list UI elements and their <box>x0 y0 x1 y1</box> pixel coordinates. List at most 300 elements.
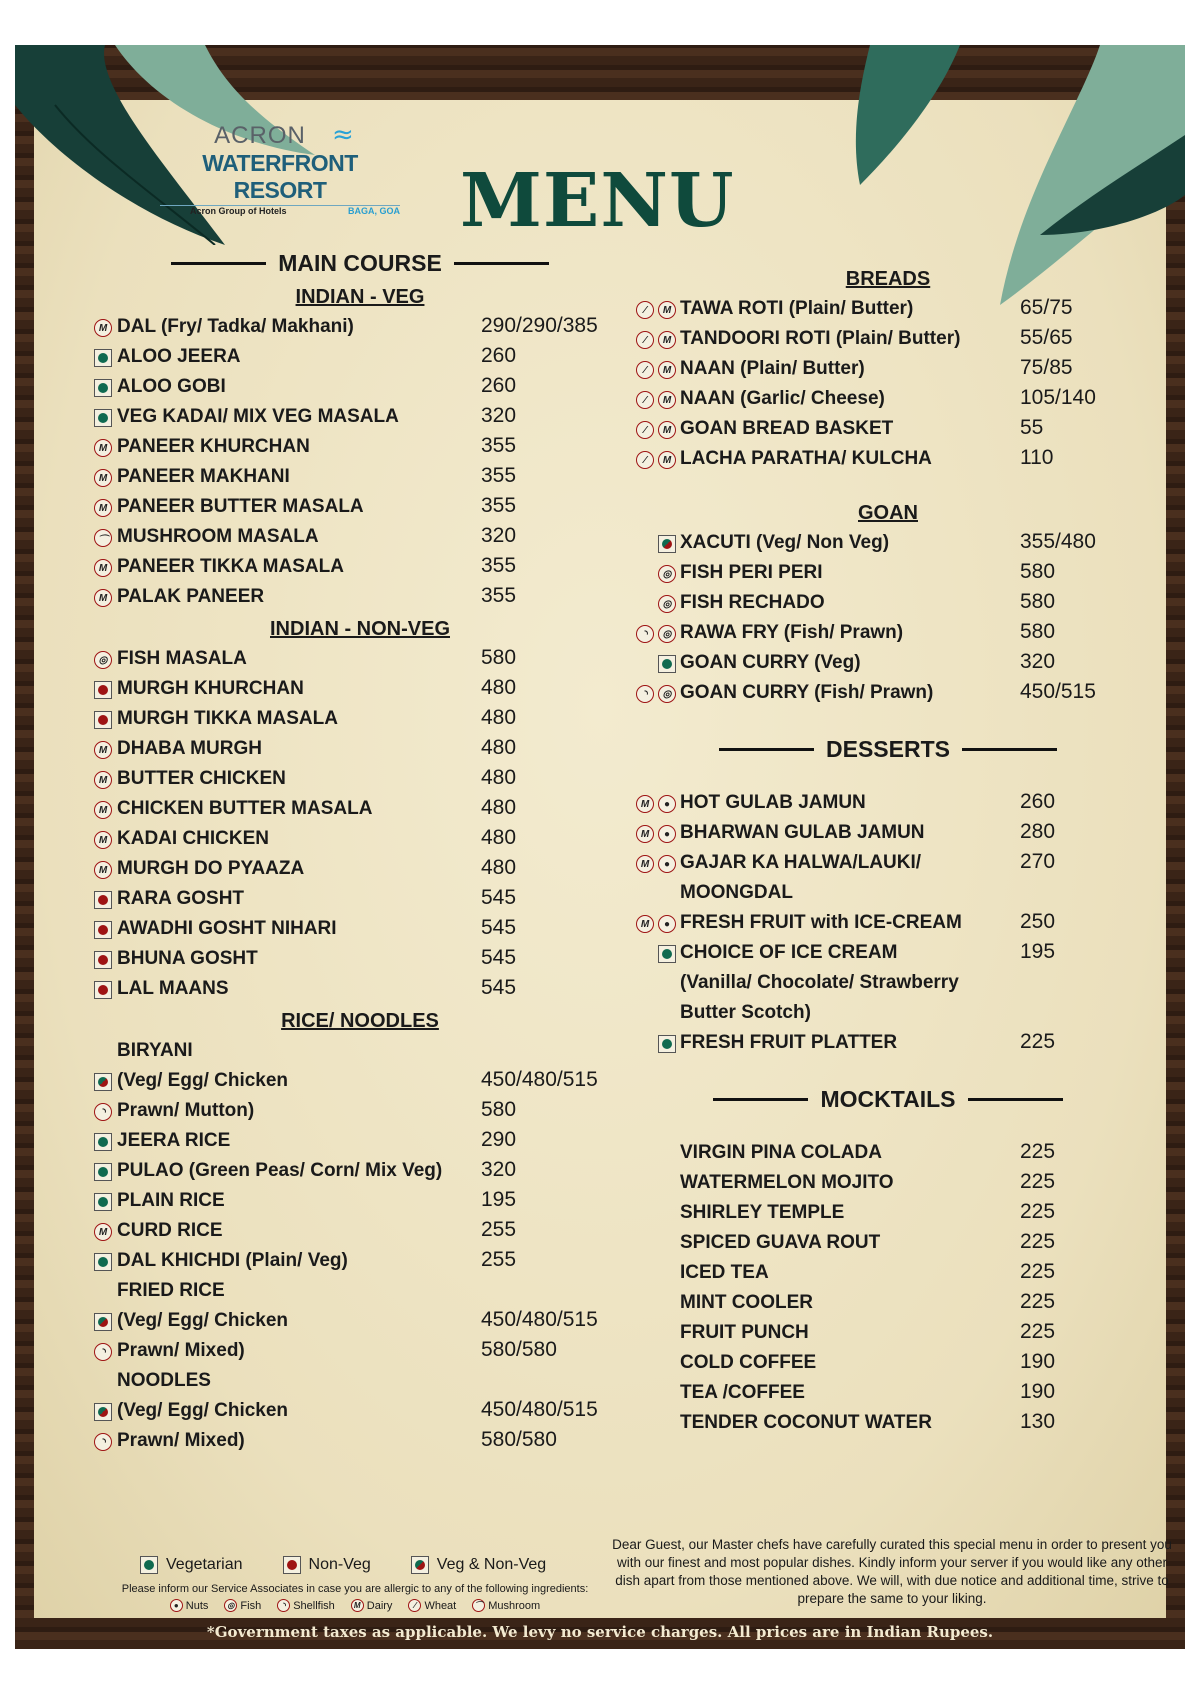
item-name: DAL (Fry/ Tadka/ Makhani) <box>117 316 354 337</box>
item-price: 480 <box>481 676 517 699</box>
fish-icon: ◎ <box>658 685 676 703</box>
item-name: (Vanilla/ Chocolate/ Strawberry <box>680 972 959 993</box>
nonveg-icon <box>94 681 112 699</box>
item-price: 225 <box>1020 1140 1056 1163</box>
menu-item <box>628 1349 1148 1379</box>
item-name: FISH RECHADO <box>680 592 825 613</box>
item-price: 355 <box>481 554 517 577</box>
menu-item <box>90 373 630 403</box>
dairy-icon: M <box>94 861 112 879</box>
menu-item <box>90 1367 630 1397</box>
menu-item <box>90 675 630 705</box>
item-icons <box>636 685 676 703</box>
menu-item <box>90 433 630 463</box>
item-price: 580 <box>1020 620 1056 643</box>
mushroom-icon: ⌒ <box>472 1599 485 1612</box>
item-icons <box>94 681 112 699</box>
item-name: WATERMELON MOJITO <box>680 1172 894 1193</box>
item-price: 355 <box>481 464 517 487</box>
menu-item <box>628 649 1148 679</box>
veg-nonveg-icon <box>411 1556 429 1574</box>
item-name: JEERA RICE <box>117 1130 231 1151</box>
item-price: 105/140 <box>1020 386 1096 409</box>
divider <box>454 262 549 265</box>
subsection-heading: INDIAN - NON-VEG <box>270 618 450 640</box>
item-price: 450/480/515 <box>481 1308 598 1331</box>
menu-item <box>90 1397 630 1427</box>
item-price: 130 <box>1020 1410 1056 1433</box>
vegnonveg-icon <box>658 535 676 553</box>
menu-item <box>90 855 630 885</box>
item-price: 355 <box>481 584 517 607</box>
menu-item <box>628 819 1148 849</box>
menu-item <box>628 559 1148 589</box>
menu-item <box>628 679 1148 709</box>
item-price: 250 <box>1020 910 1056 933</box>
item-name: VIRGIN PINA COLADA <box>680 1142 882 1163</box>
item-price: 290 <box>481 1128 517 1151</box>
menu-item <box>90 1337 630 1367</box>
item-price: 480 <box>481 736 517 759</box>
item-price: 355/480 <box>1020 530 1096 553</box>
item-icons <box>94 559 112 577</box>
dairy-icon: M <box>658 391 676 409</box>
item-icons <box>94 1313 112 1331</box>
section-heading <box>628 731 1148 767</box>
menu-item <box>90 915 630 945</box>
item-name: DAL KHICHDI (Plain/ Veg) <box>117 1250 348 1271</box>
menu-item <box>628 939 1148 969</box>
item-name: GAJAR KA HALWA/LAUKI/ <box>680 852 922 873</box>
subsection-heading: BREADS <box>845 268 931 290</box>
section-title: MAIN COURSE <box>278 249 442 276</box>
menu-item <box>90 1067 630 1097</box>
allergen-wheat <box>408 1599 456 1612</box>
menu-item <box>628 1169 1148 1199</box>
allergen-label: Wheat <box>424 1599 457 1612</box>
item-icons <box>658 565 676 583</box>
nuts-icon: ● <box>658 855 676 873</box>
spacer <box>628 475 1148 497</box>
dairy-icon: M <box>94 559 112 577</box>
item-icons <box>636 855 676 873</box>
item-name: PANEER BUTTER MASALA <box>117 496 364 517</box>
item-icons <box>94 409 112 427</box>
veg-icon <box>94 1163 112 1181</box>
menu-item <box>628 325 1148 355</box>
veg-icon <box>658 1035 676 1053</box>
item-name: ALOO GOBI <box>117 376 226 397</box>
item-price: 320 <box>481 524 517 547</box>
item-name: FRESH FRUIT with ICE-CREAM <box>680 912 962 933</box>
item-icons <box>94 1133 112 1151</box>
dairy-icon: M <box>94 319 112 337</box>
item-icons <box>94 981 112 999</box>
shellfish-icon: ◝ <box>94 1103 112 1121</box>
dairy-icon: M <box>658 361 676 379</box>
menu-item <box>90 885 630 915</box>
item-name: RAWA FRY (Fish/ Prawn) <box>680 622 904 643</box>
item-icons <box>658 655 676 673</box>
item-price: 225 <box>1020 1230 1056 1253</box>
item-price: 480 <box>481 706 517 729</box>
item-name: PANEER KHURCHAN <box>117 436 310 457</box>
section-heading <box>628 1081 1148 1117</box>
menu-item <box>628 879 1148 909</box>
item-name: MOONGDAL <box>680 882 793 903</box>
item-price: 580 <box>481 646 517 669</box>
item-name: BIRYANI <box>117 1040 193 1061</box>
item-price: 320 <box>1020 650 1056 673</box>
veg-icon <box>658 945 676 963</box>
item-name: NOODLES <box>117 1370 211 1391</box>
menu-item <box>90 705 630 735</box>
divider <box>962 748 1057 751</box>
item-icons <box>636 915 676 933</box>
item-name: TAWA ROTI (Plain/ Butter) <box>680 298 914 319</box>
menu-item <box>90 343 630 373</box>
item-icons <box>94 651 112 669</box>
item-price: 580/580 <box>481 1428 557 1451</box>
item-name: Prawn/ Mixed) <box>117 1430 245 1451</box>
item-price: 355 <box>481 434 517 457</box>
nuts-icon: ● <box>658 915 676 933</box>
page-title: MENU <box>460 158 735 244</box>
menu-item <box>628 849 1148 879</box>
item-name: TENDER COCONUT WATER <box>680 1412 932 1433</box>
item-price: 55/65 <box>1020 326 1073 349</box>
menu-item <box>90 945 630 975</box>
menu-item <box>90 1427 630 1457</box>
menu-item <box>90 825 630 855</box>
allergen-label: Nuts <box>185 1599 209 1612</box>
item-icons <box>94 1073 112 1091</box>
subsection-heading: INDIAN - VEG <box>295 286 425 308</box>
menu-item <box>90 463 630 493</box>
nonveg-icon <box>94 711 112 729</box>
subsection-heading: GOAN <box>858 502 918 524</box>
wheat-icon: ⁄ <box>636 391 654 409</box>
item-price: 290/290/385 <box>481 314 598 337</box>
allergen-label: Dairy <box>366 1599 393 1612</box>
item-name: RARA GOSHT <box>117 888 245 909</box>
item-price: 545 <box>481 946 517 969</box>
item-price: 280 <box>1020 820 1056 843</box>
item-name: (Veg/ Egg/ Chicken <box>117 1310 289 1331</box>
item-name: Butter Scotch) <box>680 1002 811 1023</box>
dairy-icon: M <box>658 421 676 439</box>
item-name: GOAN CURRY (Fish/ Prawn) <box>680 682 934 703</box>
item-name: COLD COFFEE <box>680 1352 817 1373</box>
nonveg-icon <box>283 1556 301 1574</box>
dairy-icon: M <box>636 855 654 873</box>
item-name: PANEER TIKKA MASALA <box>117 556 344 577</box>
allergen-label: Mushroom <box>488 1599 541 1612</box>
item-name: (Veg/ Egg/ Chicken <box>117 1070 289 1091</box>
item-icons <box>94 951 112 969</box>
nonveg-icon <box>94 981 112 999</box>
item-price: 65/75 <box>1020 296 1073 319</box>
item-icons <box>94 439 112 457</box>
menu-item <box>90 553 630 583</box>
allergen-mushroom <box>472 1599 540 1612</box>
item-icons <box>94 319 112 337</box>
veg-icon <box>140 1556 158 1574</box>
item-price: 225 <box>1020 1030 1056 1053</box>
dairy-icon: M <box>658 301 676 319</box>
item-price: 225 <box>1020 1200 1056 1223</box>
veg-icon <box>94 349 112 367</box>
nonveg-icon <box>94 891 112 909</box>
dairy-icon: M <box>94 589 112 607</box>
item-name: PULAO (Green Peas/ Corn/ Mix Veg) <box>117 1160 443 1181</box>
item-name: KADAI CHICKEN <box>117 828 269 849</box>
item-icons <box>636 625 676 643</box>
item-name: BUTTER CHICKEN <box>117 768 286 789</box>
veg-icon <box>94 1193 112 1211</box>
item-name: DHABA MURGH <box>117 738 262 759</box>
item-name: BHARWAN GULAB JAMUN <box>680 822 925 843</box>
nonveg-icon <box>94 951 112 969</box>
shellfish-icon: ◝ <box>94 1343 112 1361</box>
menu-item <box>628 1029 1148 1059</box>
dairy-icon: M <box>658 451 676 469</box>
divider <box>171 262 266 265</box>
item-price: 260 <box>481 374 517 397</box>
menu-item <box>628 1379 1148 1409</box>
allergen-list <box>90 1599 620 1612</box>
legend-nonveg <box>283 1556 371 1574</box>
menu-item <box>90 1187 630 1217</box>
item-price: 225 <box>1020 1170 1056 1193</box>
item-icons <box>636 331 676 349</box>
item-icons <box>94 1223 112 1241</box>
wheat-icon: ⁄ <box>636 451 654 469</box>
item-name: ALOO JEERA <box>117 346 241 367</box>
menu-item <box>90 1157 630 1187</box>
item-name: CHOICE OF ICE CREAM <box>680 942 898 963</box>
left-column <box>90 245 630 1457</box>
item-name: PLAIN RICE <box>117 1190 225 1211</box>
item-price: 450/480/515 <box>481 1398 598 1421</box>
item-name: LACHA PARATHA/ KULCHA <box>680 448 932 469</box>
item-price: 190 <box>1020 1350 1056 1373</box>
spacer <box>628 709 1148 731</box>
wheat-icon: ⁄ <box>636 361 654 379</box>
item-icons <box>94 499 112 517</box>
item-icons <box>658 945 676 963</box>
dairy-icon: M <box>94 801 112 819</box>
item-price: 480 <box>481 856 517 879</box>
menu-item <box>628 529 1148 559</box>
item-name: (Veg/ Egg/ Chicken <box>117 1400 289 1421</box>
item-icons <box>94 469 112 487</box>
item-icons <box>94 741 112 759</box>
item-name: BHUNA GOSHT <box>117 948 258 969</box>
vegnonveg-icon <box>94 1313 112 1331</box>
item-price: 225 <box>1020 1290 1056 1313</box>
menu-item <box>90 1127 630 1157</box>
item-icons <box>94 831 112 849</box>
mushroom-icon: ⌒ <box>94 529 112 547</box>
item-icons <box>636 421 676 439</box>
item-price: 255 <box>481 1248 517 1271</box>
item-price: 195 <box>481 1188 517 1211</box>
menu-item <box>90 975 630 1005</box>
item-icons <box>94 1343 112 1361</box>
menu-item <box>90 735 630 765</box>
logo-line2: WATERFRONT RESORT <box>160 150 400 206</box>
legend-veg <box>140 1556 243 1574</box>
dairy-icon: M <box>636 795 654 813</box>
item-icons <box>636 451 676 469</box>
item-price: 255 <box>481 1218 517 1241</box>
item-price: 480 <box>481 766 517 789</box>
wave-icon: ≈ <box>332 120 354 150</box>
item-name: SHIRLEY TEMPLE <box>680 1202 845 1223</box>
legend-label: Veg & Non-Veg <box>436 1556 547 1573</box>
menu-item <box>90 645 630 675</box>
item-price: 580 <box>481 1098 517 1121</box>
divider <box>968 1098 1063 1101</box>
dairy-icon: M <box>94 499 112 517</box>
wheat-icon: ⁄ <box>636 301 654 319</box>
item-icons <box>94 589 112 607</box>
item-price: 450/515 <box>1020 680 1096 703</box>
item-name: LAL MAANS <box>117 978 229 999</box>
item-icons <box>94 1193 112 1211</box>
diet-legend <box>140 1556 546 1574</box>
allergen-nuts <box>170 1599 209 1612</box>
fish-icon: ◎ <box>224 1599 237 1612</box>
shellfish-icon: ◝ <box>636 625 654 643</box>
item-price: 190 <box>1020 1380 1056 1403</box>
item-name: VEG KADAI/ MIX VEG MASALA <box>117 406 399 427</box>
item-name: AWADHI GOSHT NIHARI <box>117 918 337 939</box>
item-name: ICED TEA <box>680 1262 769 1283</box>
allergen-dairy <box>351 1599 393 1612</box>
item-price: 480 <box>481 796 517 819</box>
logo-line1: ACRON <box>214 122 306 149</box>
item-icons <box>94 801 112 819</box>
menu-item <box>628 1289 1148 1319</box>
item-price: 55 <box>1020 416 1044 439</box>
item-price: 225 <box>1020 1260 1056 1283</box>
item-icons <box>94 1163 112 1181</box>
section-title: MOCKTAILS <box>820 1085 956 1112</box>
item-price: 270 <box>1020 850 1056 873</box>
menu-item <box>628 1319 1148 1349</box>
menu-item <box>628 619 1148 649</box>
dairy-icon: M <box>94 741 112 759</box>
item-name: FRESH FRUIT PLATTER <box>680 1032 898 1053</box>
item-price: 545 <box>481 976 517 999</box>
veg-icon <box>94 409 112 427</box>
item-price: 545 <box>481 916 517 939</box>
item-name: GOAN CURRY (Veg) <box>680 652 861 673</box>
nuts-icon: ● <box>658 825 676 843</box>
item-name: TEA /COFFEE <box>680 1382 805 1403</box>
nonveg-icon <box>94 921 112 939</box>
menu-item <box>90 1037 630 1067</box>
divider <box>713 1098 808 1101</box>
menu-item <box>628 789 1148 819</box>
item-name: MURGH DO PYAAZA <box>117 858 305 879</box>
item-icons <box>94 861 112 879</box>
item-name: Prawn/ Mutton) <box>117 1100 255 1121</box>
item-name: PANEER MAKHANI <box>117 466 290 487</box>
item-price: 450/480/515 <box>481 1068 598 1091</box>
nuts-icon: ● <box>170 1599 183 1612</box>
shellfish-icon: ◝ <box>94 1433 112 1451</box>
menu-item <box>628 1199 1148 1229</box>
menu-item <box>628 999 1148 1029</box>
footer-disclaimer: *Government taxes as applicable. We levy no service charges. All prices are in Indian Rupees. <box>206 1623 994 1641</box>
item-icons <box>94 921 112 939</box>
menu-item <box>628 1229 1148 1259</box>
item-icons <box>94 1103 112 1121</box>
legend-label: Non-Veg <box>308 1556 371 1573</box>
dairy-icon: M <box>636 915 654 933</box>
item-icons <box>94 529 112 547</box>
wheat-icon: ⁄ <box>636 421 654 439</box>
menu-item <box>628 1259 1148 1289</box>
item-icons <box>94 891 112 909</box>
menu-item <box>628 445 1148 475</box>
menu-item <box>90 1097 630 1127</box>
right-column <box>628 263 1148 1439</box>
vegnonveg-icon <box>94 1403 112 1421</box>
shellfish-icon: ◝ <box>636 685 654 703</box>
item-name: MUSHROOM MASALA <box>117 526 319 547</box>
logo-tagline: Acron Group of Hotels <box>190 206 287 216</box>
allergen-label: Fish <box>240 1599 262 1612</box>
item-name: PALAK PANEER <box>117 586 265 607</box>
item-icons <box>636 361 676 379</box>
menu-item <box>90 1217 630 1247</box>
wheat-icon: ⁄ <box>636 331 654 349</box>
allergen-shellfish <box>277 1599 335 1612</box>
item-icons <box>658 595 676 613</box>
allergy-note: Please inform our Service Associates in case you are allergic to any of the following ingredients: <box>121 1583 589 1595</box>
dairy-icon: M <box>94 469 112 487</box>
item-icons <box>94 379 112 397</box>
menu-item <box>90 313 630 343</box>
veg-icon <box>94 1253 112 1271</box>
fish-icon: ◎ <box>658 625 676 643</box>
nuts-icon: ● <box>658 795 676 813</box>
spacer <box>628 1059 1148 1081</box>
item-name: HOT GULAB JAMUN <box>680 792 866 813</box>
menu-item <box>90 795 630 825</box>
menu-item <box>90 1247 630 1277</box>
legend-vegnonveg <box>411 1556 546 1574</box>
item-price: 75/85 <box>1020 356 1073 379</box>
item-name: XACUTI (Veg/ Non Veg) <box>680 532 890 553</box>
veg-icon <box>658 655 676 673</box>
menu-item <box>628 355 1148 385</box>
item-price: 110 <box>1020 446 1054 469</box>
menu-item <box>628 909 1148 939</box>
menu-item <box>90 1307 630 1337</box>
veg-icon <box>94 379 112 397</box>
item-name: CHICKEN BUTTER MASALA <box>117 798 373 819</box>
menu-item <box>90 1277 630 1307</box>
guest-note: Dear Guest, our Master chefs have carefully curated this special menu in order to present you with our finest and most popular dishes. Kindly inform your server if you would like any other dish apart from those mentioned above. We will, with due notice and additional time, strive to prepare the same to your liking. <box>612 1537 1172 1606</box>
item-price: 320 <box>481 404 517 427</box>
item-icons <box>94 1403 112 1421</box>
menu-item <box>628 385 1148 415</box>
